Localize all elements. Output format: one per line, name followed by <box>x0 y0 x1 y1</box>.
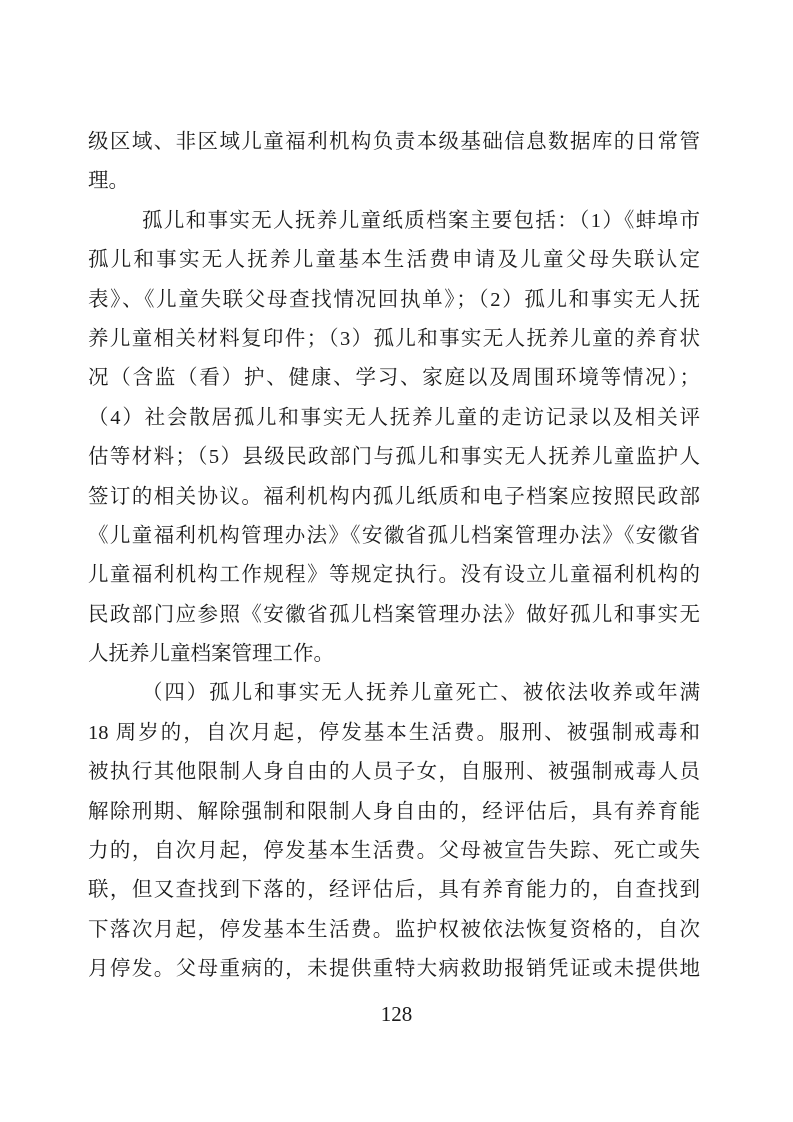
text-line: 孤儿和事实无人抚养儿童基本生活费申请及儿童父母失联认定 <box>88 249 700 272</box>
text-line: 联，但又查找到下落的，经评估后，具有养育能力的，自查找到 <box>88 879 700 902</box>
text-line: 解除刑期、解除强制和限制人身自由的，经评估后，具有养育能 <box>88 800 700 823</box>
text-line: 被执行其他限制人身自由的人员子女，自服刑、被强制戒毒人员 <box>88 761 700 784</box>
text-line: 儿童福利机构工作规程》等规定执行。没有设立儿童福利机构的 <box>88 564 700 587</box>
text-line: 民政部门应参照《安徽省孤儿档案管理办法》做好孤儿和事实无 <box>88 603 700 626</box>
text-line: 孤儿和事实无人抚养儿童纸质档案主要包括：（1）《蚌埠市 <box>142 209 700 232</box>
text-line: 表》、《儿童失联父母查找情况回执单》；（2）孤儿和事实无人抚 <box>88 288 700 311</box>
body-text <box>88 123 700 990</box>
text-line: 级区域、非区域儿童福利机构负责本级基础信息数据库的日常管 <box>88 131 700 153</box>
text-line: 《儿童福利机构管理办法》《安徽省孤儿档案管理办法》《安徽省 <box>88 524 700 547</box>
text-line: （四）孤儿和事实无人抚养儿童死亡、被依法收养或年满 <box>142 682 700 705</box>
text-line: 估等材料；（5）县级民政部门与孤儿和事实无人抚养儿童监护人 <box>88 446 700 469</box>
text-line: 月停发。父母重病的，未提供重特大病救助报销凭证或未提供地 <box>88 958 700 981</box>
text-line: 18 周岁的，自次月起，停发基本生活费。服刑、被强制戒毒和 <box>88 721 700 744</box>
text-line: 签订的相关协议。福利机构内孤儿纸质和电子档案应按照民政部 <box>88 485 700 508</box>
text-line: 况（含监（看）护、健康、学习、家庭以及周围环境等情况）； <box>88 367 700 390</box>
text-line: 人抚养儿童档案管理工作。 <box>88 643 334 666</box>
text-line: 理。 <box>88 170 129 193</box>
page-number: 128 <box>380 1002 413 1026</box>
text-line: 养儿童相关材料复印件；（3）孤儿和事实无人抚养儿童的养育状 <box>88 327 700 350</box>
text-line: 力的，自次月起，停发基本生活费。父母被宣告失踪、死亡或失 <box>88 840 700 863</box>
text-line: 下落次月起，停发基本生活费。监护权被依法恢复资格的，自次 <box>88 918 700 941</box>
text-line: （4）社会散居孤儿和事实无人抚养儿童的走访记录以及相关评 <box>88 406 700 429</box>
